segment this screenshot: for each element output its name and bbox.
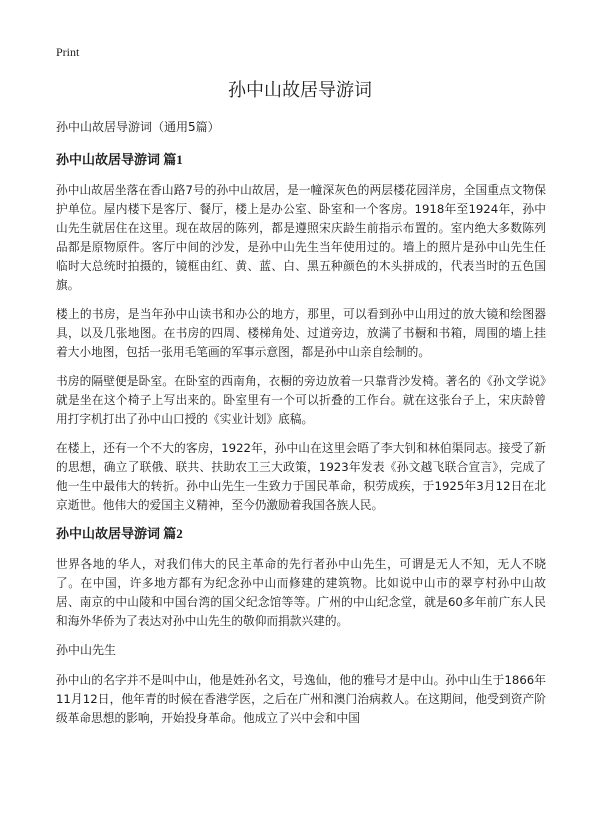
paragraph: 世界各地的华人，对我们伟大的民主革命的先行者孙中山先生，可谓是无人不知，无人不晓了。在中国，许多地方都有为纪念孙中山而修建的建筑物。比如说中山市的翠亨村孙中山故居、南京的中山陵和中国台湾的国父纪念馆等等。广州的中山纪念堂，就是60多年前广东人民和海外华侨为了表达对孙中山先生的敬仰而捐款兴建的。	[56, 557, 546, 628]
paragraph: 书房的隔壁便是卧室。在卧室的西南角，衣橱的旁边放着一只靠背沙发椅。著名的《孙文学说》就是坐在这个椅子上写出来的。卧室里有一个可以折叠的工作台。就在这张台子上，宋庆龄曾用打字机打出了孙中山口授的《实业计划》底稿。	[56, 374, 546, 426]
subheading-line: 孙中山先生	[56, 643, 117, 657]
document-body	[56, 118, 546, 738]
paragraph: 孙中山的名字并不是叫中山，他是姓孙名文，号逸仙，他的雅号才是中山。孙中山生于1866年11月12日，他年青的时候在香港学医，之后在广州和澳门治病救人。在这期间，他受到资产阶级革命思想的影响，开始投身革命。他成立了兴中会和中国	[56, 673, 546, 725]
document-subtitle: 孙中山故居导游词（通用5篇）	[56, 120, 220, 134]
section-heading-2: 孙中山故居导游词 篇2	[56, 526, 183, 541]
paragraph: 楼上的书房，是当年孙中山读书和办公的地方，那里，可以看到孙中山用过的放大镜和绘图器具，以及几张地图。在书房的四周、楼梯角处、过道旁边，放满了书橱和书箱，周围的墙上挂着大小地图，包括一张用毛笔画的军事示意图，都是孙中山亲自绘制的。	[56, 307, 546, 359]
paragraph: 在楼上，还有一个不大的客房，1922年，孙中山在这里会晤了李大钊和林伯渠同志。接受了新的思想，确立了联俄、联共、扶助农工三大政策，1923年发表《孙文越飞联合宣言》，完成了他一生中最伟大的转折。孙中山先生一生致力于国民革命，积劳成疾，于1925年3月12日在北京逝世。他伟大的爱国主义精神，至今仍激励着我国各族人民。	[56, 441, 546, 512]
paragraph: 孙中山故居坐落在香山路7号的孙中山故居，是一幢深灰色的两层楼花园洋房，全国重点文物保护单位。屋内楼下是客厅、餐厅，楼上是办公室、卧室和一个客房。1918年至1924年，孙中山先生就居住在这里。现在故居的陈列，都是遵照宋庆龄生前指示布置的。室内绝大多数陈列品都是原物原件。客厅中间的沙发，是孙中山先生当年使用过的。墙上的照片是孙中山先生任临时大总统时拍摄的，镜框由红、黄、蓝、白、黑五种颜色的木头拼成的，代表当时的五色国旗。	[56, 183, 546, 292]
page-title: 孙中山故居导游词	[228, 80, 372, 101]
print-link[interactable]: Print	[56, 45, 80, 59]
section-heading-1: 孙中山故居导游词 篇1	[56, 152, 183, 167]
